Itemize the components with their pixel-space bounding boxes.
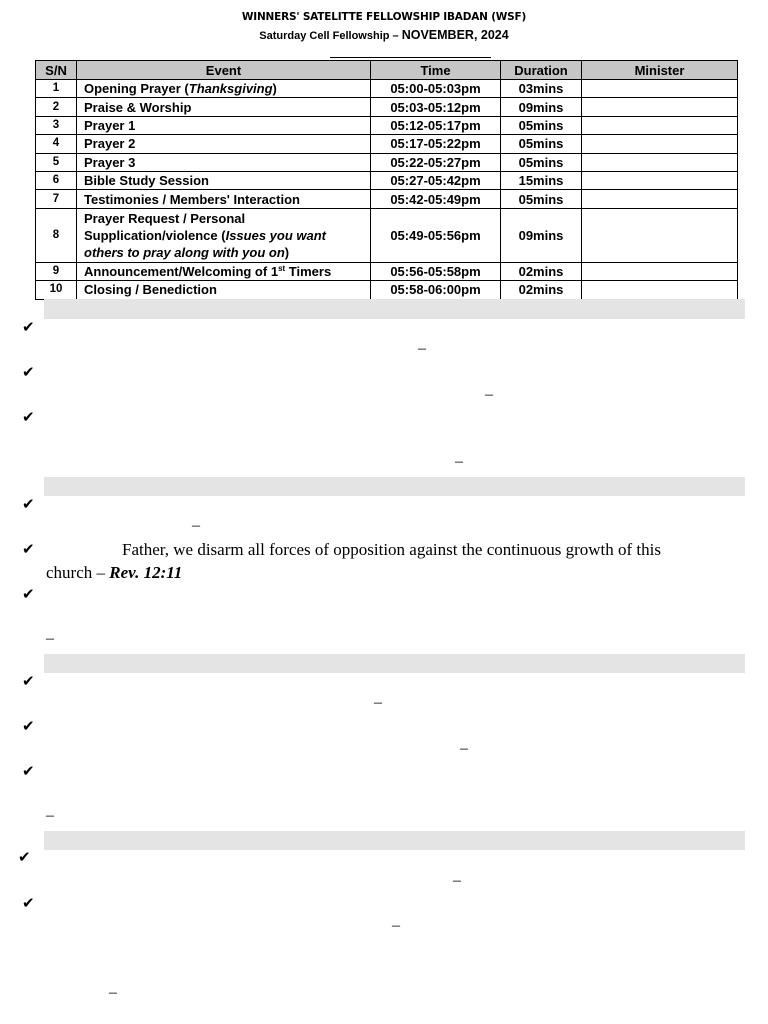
row-minister [582, 190, 738, 208]
event-italic: others to pray along with you on [84, 244, 285, 260]
checkmark-icon: ✔ [22, 495, 35, 513]
table-row [36, 171, 738, 189]
row-sn: 5 [36, 153, 77, 171]
row-time: 05:03-05:12pm [371, 98, 501, 116]
row-sn: 9 [36, 262, 77, 280]
event-line-2 [84, 227, 364, 244]
row-event: Testimonies / Members' Interaction [77, 190, 371, 208]
section-band-3 [44, 654, 745, 673]
row-sn: 10 [36, 281, 77, 299]
row-time: 05:42-05:49pm [371, 190, 501, 208]
dash-mark: – [485, 386, 493, 403]
row-event [77, 80, 371, 98]
event-after: ) [284, 244, 290, 260]
table-row [36, 135, 738, 153]
checkmark-icon: ✔ [22, 318, 35, 336]
row-event: Praise & Worship [77, 98, 371, 116]
page-subtitle [0, 28, 768, 42]
table-row [36, 190, 738, 208]
row-time: 05:22-05:27pm [371, 153, 501, 171]
schedule-table [35, 60, 738, 300]
row-minister [582, 80, 738, 98]
row-event: Prayer 1 [77, 116, 371, 134]
event-superscript: st [278, 263, 286, 273]
checkmark-icon: ✔ [22, 762, 35, 780]
event-italic: Thanksgiving [188, 81, 273, 97]
row-event: Prayer 2 [77, 135, 371, 153]
checkmark-icon: ✔ [22, 363, 35, 381]
title-underline [330, 57, 491, 58]
event-text: Opening Prayer ( [84, 81, 189, 97]
row-minister [582, 171, 738, 189]
row-minister [582, 116, 738, 134]
row-sn: 4 [36, 135, 77, 153]
row-duration: 03mins [501, 80, 582, 98]
event-italic: Issues you want [225, 227, 326, 243]
col-header-event: Event [77, 61, 371, 80]
col-header-duration: Duration [501, 61, 582, 80]
dash-mark: – [455, 453, 463, 470]
row-minister [582, 153, 738, 171]
row-event: Prayer 3 [77, 153, 371, 171]
row-sn: 1 [36, 80, 77, 98]
row-time: 05:56-05:58pm [371, 262, 501, 280]
checkmark-icon: ✔ [18, 848, 31, 866]
section-band-4 [44, 831, 745, 850]
row-time: 05:49-05:56pm [371, 208, 501, 262]
event-text: Supplication/violence ( [84, 227, 226, 243]
table-row [36, 208, 738, 262]
dash-mark: – [109, 984, 117, 1001]
event-text: Announcement/Welcoming of 1 [84, 263, 279, 279]
event-after: ) [272, 81, 277, 97]
table-row [36, 80, 738, 98]
table-row [36, 116, 738, 134]
event-line-3 [84, 244, 364, 261]
row-minister [582, 208, 738, 262]
row-time: 05:27-05:42pm [371, 171, 501, 189]
row-duration: 02mins [501, 281, 582, 299]
checkmark-icon: ✔ [22, 894, 35, 912]
prayer-point-text-line-1: Father, we disarm all forces of opposition against the continuous growth of this [122, 540, 661, 559]
row-sn: 8 [36, 208, 77, 262]
row-duration: 09mins [501, 98, 582, 116]
table-row [36, 262, 738, 280]
subtitle-prefix: Saturday Cell Fellowship – [259, 30, 402, 42]
section-band-1 [44, 299, 745, 319]
row-duration: 05mins [501, 135, 582, 153]
row-duration: 09mins [501, 208, 582, 262]
row-minister [582, 98, 738, 116]
event-after: Timers [285, 263, 332, 279]
dash-mark: – [374, 694, 382, 711]
checkmark-icon: ✔ [22, 540, 35, 558]
dash-mark: – [392, 917, 400, 934]
row-event: Closing / Benediction [77, 281, 371, 299]
section-band-2 [44, 477, 745, 496]
row-event [77, 208, 371, 262]
event-line-1: Prayer Request / Personal [84, 210, 246, 226]
row-event: Bible Study Session [77, 171, 371, 189]
col-header-time: Time [371, 61, 501, 80]
checkmark-icon: ✔ [22, 408, 35, 426]
dash-mark: – [460, 740, 468, 757]
row-event [77, 262, 371, 280]
col-header-minister: Minister [582, 61, 738, 80]
table-row [36, 98, 738, 116]
row-duration: 05mins [501, 190, 582, 208]
dash-mark: – [453, 872, 461, 889]
checkmark-icon: ✔ [22, 585, 35, 603]
table-row [36, 281, 738, 299]
row-minister [582, 262, 738, 280]
row-sn: 3 [36, 116, 77, 134]
subtitle-month: NOVEMBER, 2024 [401, 28, 509, 42]
row-sn: 6 [36, 171, 77, 189]
prayer-point-prefix: church – [46, 563, 110, 582]
dash-mark: – [192, 517, 200, 534]
row-sn: 7 [36, 190, 77, 208]
scripture-reference: Rev. 12:11 [109, 563, 183, 582]
checkmark-icon: ✔ [22, 717, 35, 735]
row-sn: 2 [36, 98, 77, 116]
table-header-row [36, 61, 738, 80]
dash-mark: – [46, 630, 54, 647]
row-duration: 05mins [501, 153, 582, 171]
dash-mark: – [46, 807, 54, 824]
table-row [36, 153, 738, 171]
row-duration: 05mins [501, 116, 582, 134]
row-minister [582, 135, 738, 153]
row-time: 05:17-05:22pm [371, 135, 501, 153]
checkmark-icon: ✔ [22, 672, 35, 690]
row-time: 05:00-05:03pm [371, 80, 501, 98]
row-duration: 15mins [501, 171, 582, 189]
prayer-point-text-line-2 [46, 563, 182, 583]
row-time: 05:12-05:17pm [371, 116, 501, 134]
dash-mark: – [418, 340, 426, 357]
row-minister [582, 281, 738, 299]
col-header-sn: S/N [36, 61, 77, 80]
org-title: WINNERS' SATELITTE FELLOWSHIP IBADAN (WSF) [241, 11, 527, 23]
row-time: 05:58-06:00pm [371, 281, 501, 299]
row-duration: 02mins [501, 262, 582, 280]
